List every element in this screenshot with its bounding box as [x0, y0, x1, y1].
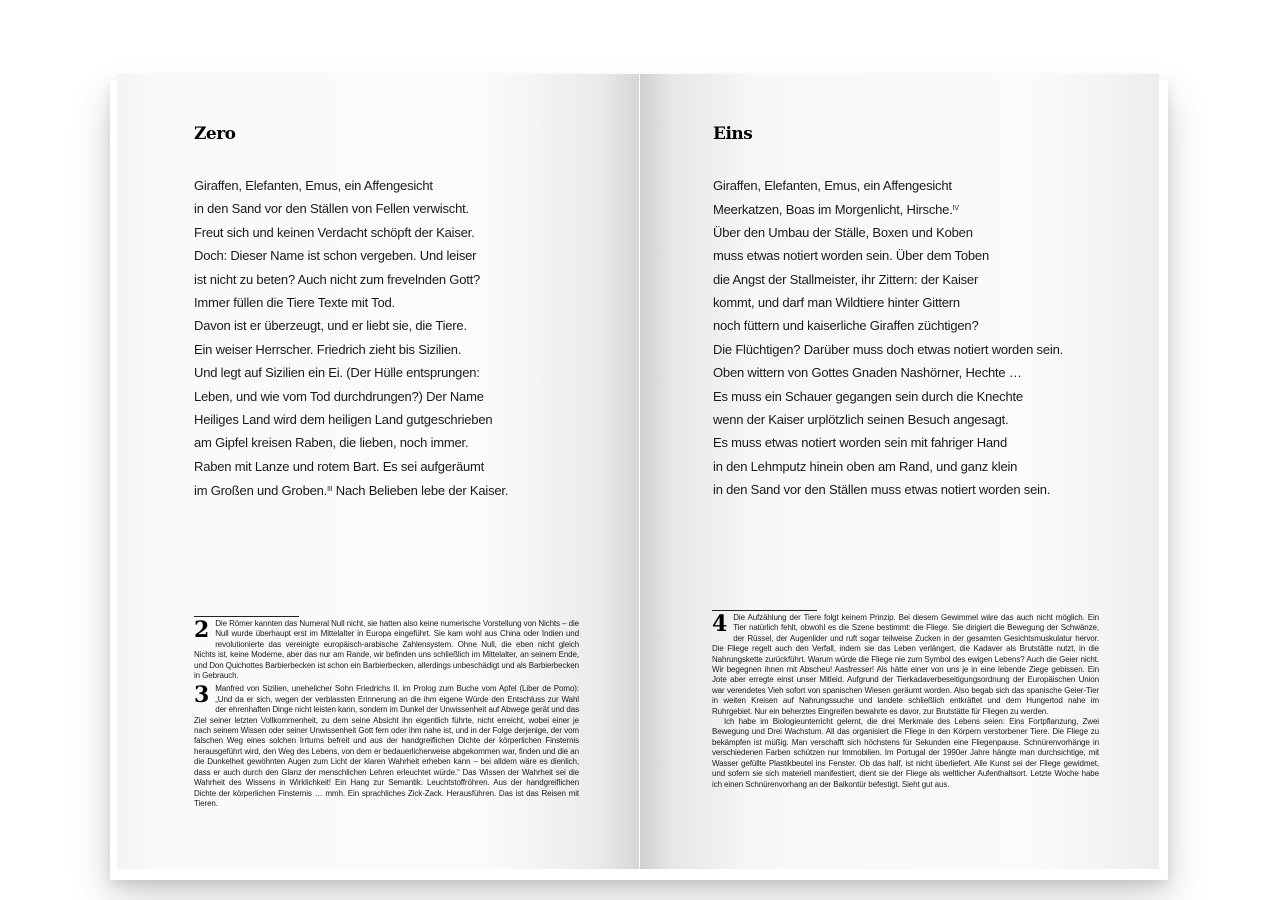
- poem-line-marked: [713, 197, 1063, 220]
- poem-line: die Angst der Stallmeister, ihr Zittern: der Kaiser: [713, 271, 979, 287]
- poem-line: am Gipfel kreisen Raben, die lieben, noch immer.: [194, 435, 469, 451]
- poem-line: in den Sand vor den Ställen von Fellen verwischt.: [194, 201, 469, 217]
- footnote-marker: IV: [952, 205, 959, 213]
- poem-line: Doch: Dieser Name ist schon vergeben. Und leiser: [194, 248, 477, 264]
- left-poem: [194, 174, 508, 501]
- poem-line: Ein weiser Herrscher. Friedrich zieht bis Sizilien.: [194, 341, 462, 357]
- poem-line: Giraffen, Elefanten, Emus, ein Affengesicht: [713, 178, 952, 193]
- poem-line: in den Lehmputz hinein oben am Rand, und ganz klein: [713, 458, 1018, 474]
- footnote-paragraph: Die Aufzählung der Tiere folgt keinem Prinzip. Bei diesem Gewimmel wäre das auch nicht möglich. Ein Tier natürlich fehlt, obwohl es die Szene bestimmt: die Fliege. Sie dirigiert die Bewegung der Schwänze, der Rüssel, der Augenlider und ruft sogar teilweise Zucken in der gesamten Gesichtsmuskulatur hervor. Die Fliege regelt auch den Verfall, indem sie das Leben verlängert, die Kadaver als Brutstätte nutzt, in die Nahrungskette zurückführt. Warum würde die Fliege nie zum Symbol des ewigen Lebens? Auch die Geier nicht. Wir begegnen ihnen mit Abscheu! Aasfresser! Als hätte einer von uns je in eine lebende Ziege gebissen. Ein Jote aber erregte einst unser Mitleid. Aufgrund der Tierkadaverbeseitigungsordnung der Europäischen Union war verendetes Vieh sofort von spanischen Wiesen geräumt worden. Also begab sich das spanische Geier-Tier in weiten Kreisen auf Nahrungssuche und landete schließlich entkräftet und dem Hungertod nahe im Ruhrgebiet. Nur ein beherztes Eingreifen bewahrte es davor, zur Brutstätte für Fliegen zu werden.: [712, 613, 1099, 716]
- poem-line: Davon ist er überzeugt, und er liebt sie, die Tiere.: [194, 318, 467, 334]
- poem-line: noch füttern und kaiserliche Giraffen züchtigen?: [713, 318, 979, 334]
- poem-line: Es muss etwas notiert worden sein mit fahriger Hand: [713, 435, 1007, 451]
- footnote-text: Die Römer kannten das Numeral Null nicht, sie hatten also keine numerische Vorstellung von Nichts – die Null wurde überhaupt erst im Mittelalter in Europa eingeführt. Sie kam wohl aus China oder Indien und revolutionierte das vereinigte europäisch-arabische Zahlensystem. Ohne Null, die eben nicht gleich Nichts ist, keine Moderne, aber das nur am Rande, wir befinden uns schließlich im Mittelalter, an seinem Ende, und Don Quichottes Barbierbecken ist schon ein Barbierbecken, allerdings unbeschädigt und als Barbierbecken in Gebrauch.: [194, 619, 579, 681]
- footnote-text: Manfred von Sizilien, unehelicher Sohn Friedrichs II. im Prolog zum Buche vom Apfel (Liber de Pomo): „Und da er sich, wegen der verblassten Erinnerung an die ihm eigene Würde den Entschluss zur Wahl der ehrenhaften Dinge nicht leisten kann, sondern im Dunkel der Unwissenheit auf Abwege gerät und das Ziel seiner letzten Vollkommenheit, zu dem seine Absicht ihn eigentlich führte, nicht erreicht, wobei einer je nach seinem Wissen oder seiner Unwissenheit Gott fern oder ihm nahe ist, und in der Folge derjenige, der vom falschen Weg eines solchen Irrtums befreit und aus der handgreiflichen Dichte der körperlichen Finsternis herausgeführt wird, den Weg des Lebens, von dem er bedauerlicherweise abgekommen war, finden und die an die Dunkelheit gewöhnten Augen zum Licht der klaren Wahrheit erheben kann – bei alldem wäre es dienlich, dass er auch durch den Glanz der menschlichen Lehren erleuchtet würde.“ Das Wissen der Wahrheit sei die Wahrheit des Wissens in Wirklichkeit! Ein Hang zur Semantik. Leuchtstoffröhren. Aus der handgreiflichen Dichte der körperlichen Finsternis … mmh. Ein sprachliches Zick-Zack. Herausführen. Das ist das Reisen mit Tieren.: [194, 684, 579, 808]
- poem-line: Immer füllen die Tiere Texte mit Tod.: [194, 294, 395, 310]
- poem-line: Es muss ein Schauer gegangen sein durch die Knechte: [713, 388, 1023, 404]
- right-page: [640, 74, 1159, 869]
- poem-line: ist nicht zu beten? Auch nicht zum frevelnden Gott?: [194, 271, 481, 287]
- left-footnotes: [194, 616, 579, 812]
- footnote-4: [712, 613, 1099, 790]
- poem-line: Und legt auf Sizilien ein Ei. (Der Hülle entsprungen:: [194, 365, 480, 381]
- footnote-number: 4: [712, 611, 728, 637]
- right-page-heading: Eins: [713, 124, 753, 144]
- poem-line-text: im Großen und Groben.: [194, 483, 328, 499]
- footnote-2: [194, 619, 579, 681]
- poem-line: kommt, und darf man Wildtiere hinter Gittern: [713, 294, 960, 310]
- footnote-rule: [712, 610, 817, 611]
- left-page: [117, 74, 639, 869]
- right-footnotes: [712, 610, 1099, 793]
- poem-line: Giraffen, Elefanten, Emus, ein Affengesicht: [194, 178, 433, 193]
- poem-line: muss etwas notiert worden sein. Über dem Toben: [713, 248, 989, 264]
- poem-line-tail: Nach Belieben lebe der Kaiser.: [332, 483, 509, 499]
- footnote-paragraph: Ich habe im Biologieunterricht gelernt, die drei Merkmale des Lebens seien: Eins Fortpflanzung, Zwei Bewegung und Drei Wachstum. All das organisiert die Fliege in den Körpern verstorbener Tiere. Die Fliege zu bekämpfen ist müßig. Man verschafft sich höchstens für Sekunden eine Fliegenpause. Schnürenvorhänge in verschiedenen Farben schützen nur Immobilien. Im Portugal der 1990er Jahre hängte man durchsichtige, mit Wasser gefüllte Plastikbeutel ins Fenster. Ob das half, ist nicht überliefert. Alle Kunst sei der Fliege gewidmet, und sofern sie sich materiell manifestiert, dient sie der Fliege als weltlicher Aufenthaltsort. Letzte Woche habe ich einen Schnürenvorhang an der Balkontür befestigt. Sieht gut aus.: [712, 717, 1099, 789]
- footnote-rule: [194, 616, 299, 617]
- poem-line: wenn der Kaiser urplötzlich seinen Besuch angesagt.: [713, 411, 1009, 427]
- poem-line: Heiliges Land wird dem heiligen Land gutgeschrieben: [194, 411, 493, 427]
- poem-line-text: Meerkatzen, Boas im Morgenlicht, Hirsche.: [713, 202, 953, 218]
- poem-line: in den Sand vor den Ställen muss etwas notiert worden sein.: [713, 482, 1051, 498]
- poem-line: Oben wittern von Gottes Gnaden Nashörner, Hechte …: [713, 365, 1022, 381]
- poem-line: Freut sich und keinen Verdacht schöpft der Kaiser.: [194, 224, 475, 240]
- right-poem: [713, 174, 1063, 501]
- left-page-heading: Zero: [194, 124, 236, 144]
- poem-line: Leben, und wie vom Tod durchdrungen?) Der Name: [194, 388, 484, 404]
- poem-line: Über den Umbau der Ställe, Boxen und Koben: [713, 224, 973, 240]
- footnote-3: [194, 684, 579, 809]
- poem-line: Raben mit Lanze und rotem Bart. Es sei aufgeräumt: [194, 458, 485, 474]
- footnote-number: 2: [194, 617, 210, 643]
- poem-line: Die Flüchtigen? Darüber muss doch etwas notiert worden sein.: [713, 341, 1064, 357]
- footnote-marker: III: [327, 486, 333, 494]
- footnote-number: 3: [194, 682, 210, 709]
- poem-line-last: [194, 478, 508, 501]
